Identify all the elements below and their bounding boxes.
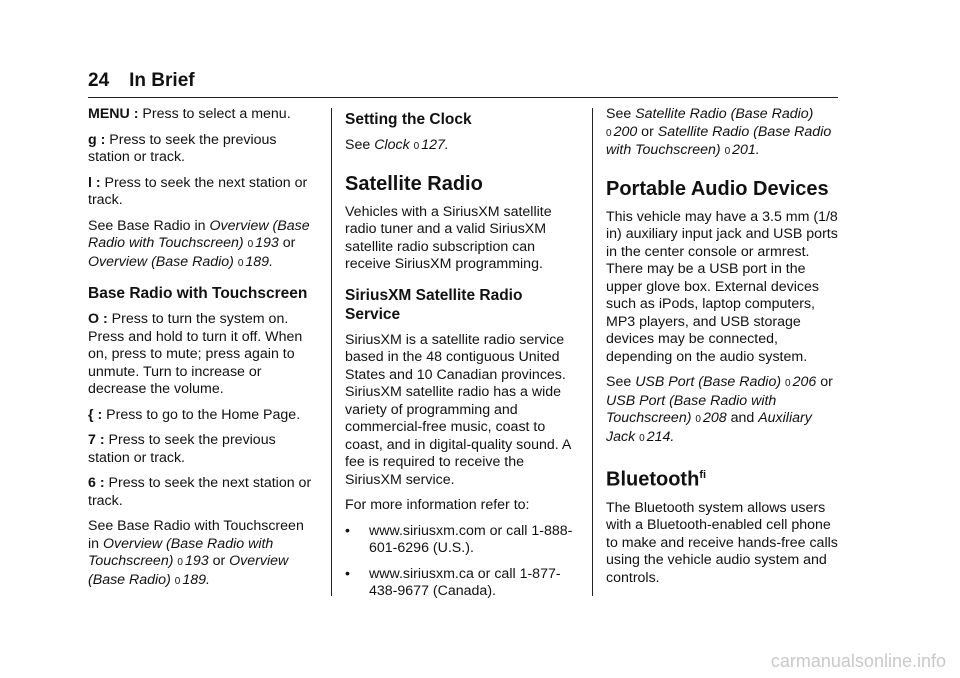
page-ref[interactable]: 214: [646, 428, 671, 445]
bullet-icon: •: [345, 522, 350, 539]
clock-reference: See Clock 0 127.: [345, 137, 449, 153]
column-right: [606, 106, 844, 595]
and-text: and: [726, 410, 759, 426]
home-text: Press to go to the Home Page.: [102, 406, 301, 423]
heading-clock: Setting the Clock: [345, 111, 472, 128]
seek-next-icon: l :: [88, 174, 101, 191]
link-usb-base[interactable]: USB Port (Base Radio): [635, 374, 782, 390]
page-ref[interactable]: 189: [182, 571, 206, 588]
see-text: See Base Radio with Touchscreen in: [88, 518, 304, 552]
menu-paragraph: [88, 106, 316, 124]
watermark: carmanualsonline.info: [770, 651, 946, 671]
bluetooth-paragraph: The Bluetooth system allows users with a Bluetooth-enabled cell phone to make and receive hands-free calls using the vehicle audio system and controls.: [606, 499, 838, 586]
page-ref[interactable]: 189: [245, 253, 270, 270]
satellite-paragraph: Vehicles with a SiriusXM satellite radio tuner and a valid SiriusXM satellite radio subscription can receive SiriusXM programming.: [345, 203, 552, 272]
link-usb-touchscreen[interactable]: USB Port (Base Radio with Touchscreen): [606, 392, 777, 426]
page-ref-arrow-icon: 0: [639, 432, 645, 444]
portable-paragraph: This vehicle may have a 3.5 mm (1/8 in) auxiliary input jack and USB ports in the center console or armrest. There may be a USB port in the upper glove box. External devices such as iPods, laptop computers, MP3 players, and USB storage devices may be connected, depending on the audio system.: [606, 208, 838, 365]
column-middle: [345, 106, 581, 609]
trademark-mark: fi: [699, 469, 707, 481]
column-divider: [592, 108, 593, 596]
or-text: or: [816, 374, 833, 390]
heading-satellite-radio: Satellite Radio: [345, 172, 483, 195]
column-left: [88, 106, 316, 598]
page-ref-arrow-icon: 0: [724, 146, 731, 157]
service-paragraph: SiriusXM is a satellite radio service based in the 48 contiguous United States and 10 Canadian provinces. SiriusXM satellite radio has a wide variety of programming and commercial-free music, coast to coast, and in digital-quality sound. A fee is required to receive the SiriusXM service.: [345, 331, 571, 488]
bullet-icon: •: [345, 565, 350, 582]
link-satellite-touchscreen[interactable]: Satellite Radio (Base Radio with Touchscreen): [606, 123, 832, 158]
usb-reference: See USB Port (Base Radio) 0 206 or USB Port (Base Radio with Touchscreen) 0 208 and Auxiliary Jack 0 214.: [606, 374, 833, 445]
list-item: [345, 523, 581, 558]
link-overview-base[interactable]: Overview (Base Radio): [88, 553, 289, 588]
see-reference: See Base Radio in Overview (Base Radio with Touchscreen) 0 193 or Overview (Base Radio) 0 189.: [88, 217, 310, 270]
heading-siriusxm-service: SiriusXM Satellite Radio Service: [345, 286, 523, 323]
page-header: [88, 70, 195, 92]
or-text: or: [637, 123, 658, 140]
or-text: or: [278, 235, 296, 251]
page-ref[interactable]: 127: [421, 137, 445, 153]
power-paragraph: [88, 311, 316, 399]
see-text: See Base Radio in: [88, 217, 210, 234]
section-title: In Brief: [129, 70, 195, 91]
page-ref[interactable]: 206: [792, 374, 817, 390]
satellite-reference: See Satellite Radio (Base Radio) 0 200 or Satellite Radio (Base Radio with Touchscreen) 0 201.: [606, 106, 832, 158]
see-text: See: [345, 137, 375, 153]
link-overview-base[interactable]: Overview (Base Radio): [88, 253, 234, 270]
link-satellite-base[interactable]: Satellite Radio (Base Radio): [635, 106, 814, 122]
page-ref-arrow-icon: 0: [174, 575, 181, 587]
page-ref[interactable]: 208: [702, 410, 727, 426]
page-ref-arrow-icon: 0: [785, 378, 791, 389]
see-text: See: [606, 106, 636, 122]
power-text: Press to turn the system on. Press and hold to turn it off. When on, press to mute; press again to unmute. Turn to increase or decrease the volume.: [88, 311, 303, 397]
link-overview-touchscreen[interactable]: Overview (Base Radio with Touchscreen): [88, 535, 274, 569]
list-item-text: www.siriusxm.ca or call 1-877-438-9677 (Canada).: [369, 565, 561, 599]
header-rule: [88, 97, 838, 98]
page-ref-arrow-icon: 0: [177, 557, 183, 568]
page-ref-arrow-icon: 0: [413, 141, 420, 152]
page-ref[interactable]: 193: [255, 235, 279, 251]
page-number: 24: [88, 70, 110, 91]
seek-previous-icon: g :: [88, 131, 106, 148]
heading-bluetooth: [606, 463, 844, 492]
page-ref-arrow-icon: 0: [247, 239, 254, 250]
page-ref-arrow-icon: 0: [237, 257, 244, 269]
link-overview-touchscreen[interactable]: Overview (Base Radio with Touchscreen): [88, 217, 310, 251]
or-text: or: [208, 553, 230, 569]
seek-previous-icon: 7 :: [88, 432, 105, 448]
seek-prev2-text: Press to seek the previous station or track.: [88, 432, 276, 466]
heading-bluetooth-text: Bluetooth: [606, 468, 700, 491]
seek-next-paragraph: [88, 175, 316, 210]
seek-next2-text: Press to seek the next station or track.: [88, 475, 312, 509]
seek-next2-paragraph: [88, 475, 316, 510]
see-text: See: [606, 374, 636, 390]
seek-next-icon: 6 :: [88, 475, 105, 491]
see-reference: See Base Radio with Touchscreen in Overview (Base Radio with Touchscreen) 0 193 or Overview (Base Radio) 0 189.: [88, 518, 304, 588]
column-divider: [331, 108, 332, 596]
link-auxiliary-jack[interactable]: Auxiliary Jack: [606, 410, 812, 445]
list-item-text: www.siriusxm.com or call 1-888-601-6296 (U.S.).: [369, 522, 573, 556]
seek-prev-text: Press to seek the previous station or track.: [88, 131, 277, 165]
page-ref[interactable]: 201: [732, 142, 756, 158]
home-paragraph: [88, 407, 316, 425]
page-ref-arrow-icon: 0: [695, 414, 701, 425]
seek-next-text: Press to seek the next station or track.: [88, 174, 308, 208]
heading-portable-audio: Portable Audio Devices: [606, 177, 829, 200]
home-icon: { :: [88, 406, 103, 423]
seek-prev-paragraph: [88, 132, 316, 167]
list-item: [345, 566, 581, 601]
page-ref[interactable]: 193: [184, 553, 209, 569]
power-icon: O :: [88, 311, 108, 327]
menu-label: MENU :: [88, 106, 139, 122]
seek-prev2-paragraph: [88, 432, 316, 467]
more-info-text: For more information refer to:: [345, 497, 530, 513]
page-ref[interactable]: 200: [613, 123, 638, 140]
link-clock[interactable]: Clock: [374, 137, 410, 153]
page-ref-arrow-icon: 0: [606, 127, 612, 139]
heading-touchscreen: Base Radio with Touchscreen: [88, 285, 308, 302]
menu-text: Press to select a menu.: [138, 106, 291, 122]
